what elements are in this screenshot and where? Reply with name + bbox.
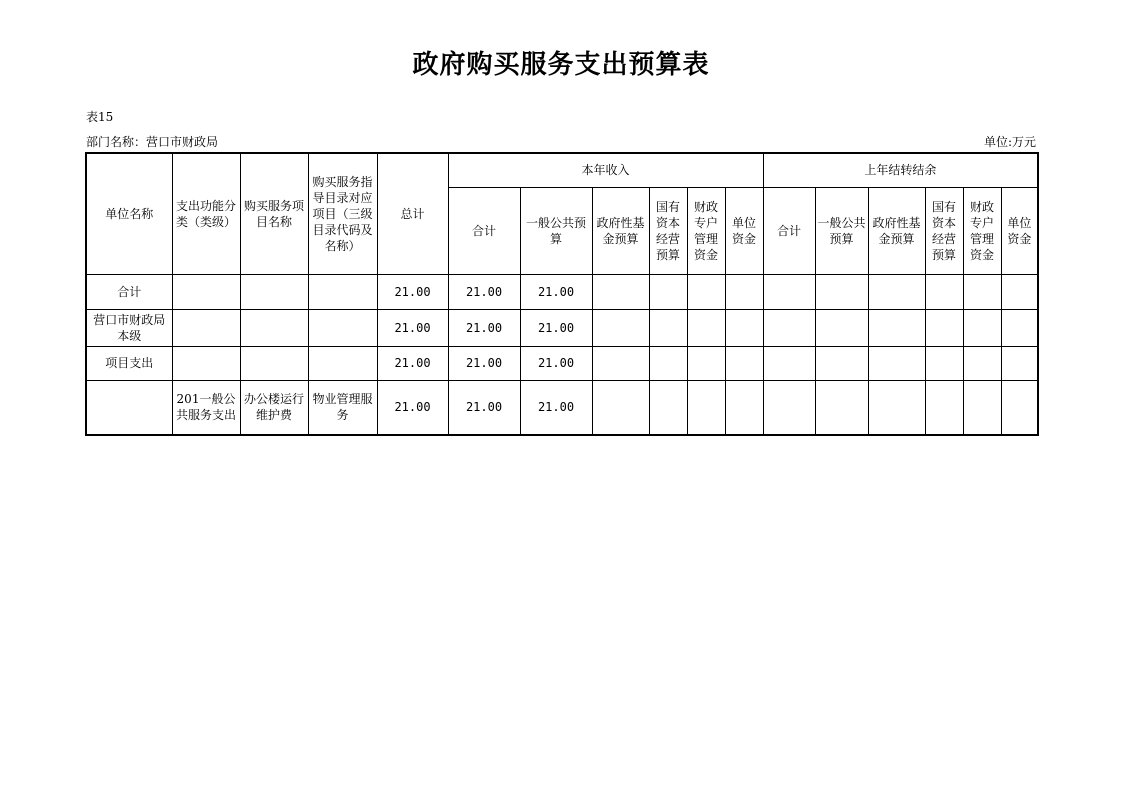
cell-empty xyxy=(963,380,1001,435)
cell-empty xyxy=(868,380,925,435)
cell-empty xyxy=(763,309,815,346)
cell-empty xyxy=(963,346,1001,380)
cell-empty xyxy=(592,274,649,309)
cell-cy-general-budget: 21.00 xyxy=(520,346,592,380)
cell-empty xyxy=(925,309,963,346)
cell-unit-name: 项目支出 xyxy=(86,346,172,380)
cell-catalog xyxy=(308,274,377,309)
cell-cy-general-budget: 21.00 xyxy=(520,309,592,346)
cell-empty xyxy=(925,380,963,435)
cell-project-name xyxy=(240,309,308,346)
cell-empty xyxy=(925,346,963,380)
cell-cy-subtotal: 21.00 xyxy=(448,309,520,346)
cell-empty xyxy=(815,309,868,346)
cell-catalog xyxy=(308,309,377,346)
cell-catalog xyxy=(308,346,377,380)
cell-function-class xyxy=(172,346,240,380)
cell-empty xyxy=(1001,380,1038,435)
cell-empty xyxy=(815,380,868,435)
header-co-fiscal-special: 财政专户管理资金 xyxy=(963,187,1001,274)
budget-table xyxy=(85,152,1039,436)
table-number: 表15 xyxy=(86,110,114,124)
header-function-class: 支出功能分类（类级） xyxy=(172,153,240,274)
header-cy-general-budget: 一般公共预算 xyxy=(520,187,592,274)
table-row xyxy=(86,380,1038,435)
header-current-year: 本年收入 xyxy=(448,153,763,187)
header-catalog: 购买服务指导目录对应项目（三级目录代码及名称） xyxy=(308,153,377,274)
cell-empty xyxy=(687,346,725,380)
header-cy-fiscal-special: 财政专户管理资金 xyxy=(687,187,725,274)
cell-catalog: 物业管理服务 xyxy=(308,380,377,435)
header-co-subtotal: 合计 xyxy=(763,187,815,274)
header-carryover: 上年结转结余 xyxy=(763,153,1038,187)
cell-empty xyxy=(687,274,725,309)
cell-empty xyxy=(868,309,925,346)
table-row xyxy=(86,346,1038,380)
cell-cy-subtotal: 21.00 xyxy=(448,380,520,435)
header-cy-gov-fund: 政府性基金预算 xyxy=(592,187,649,274)
cell-empty xyxy=(725,274,763,309)
cell-empty xyxy=(649,274,687,309)
header-co-general-budget: 一般公共预算 xyxy=(815,187,868,274)
cell-empty xyxy=(725,380,763,435)
header-co-unit-funds: 单位资金 xyxy=(1001,187,1038,274)
cell-total: 21.00 xyxy=(377,380,448,435)
cell-empty xyxy=(1001,309,1038,346)
currency-unit: 单位:万元 xyxy=(983,135,1036,149)
cell-function-class xyxy=(172,309,240,346)
cell-cy-general-budget: 21.00 xyxy=(520,274,592,309)
header-project-name: 购买服务项目名称 xyxy=(240,153,308,274)
header-cy-unit-funds: 单位资金 xyxy=(725,187,763,274)
header-total: 总计 xyxy=(377,153,448,274)
cell-empty xyxy=(925,274,963,309)
cell-empty xyxy=(592,380,649,435)
cell-function-class: 201一般公共服务支出 xyxy=(172,380,240,435)
cell-empty xyxy=(649,309,687,346)
cell-empty xyxy=(1001,346,1038,380)
cell-empty xyxy=(649,380,687,435)
header-unit-name: 单位名称 xyxy=(86,153,172,274)
header-cy-subtotal: 合计 xyxy=(448,187,520,274)
cell-empty xyxy=(963,274,1001,309)
cell-empty xyxy=(592,346,649,380)
cell-project-name: 办公楼运行维护费 xyxy=(240,380,308,435)
department-name: 部门名称：营口市财政局 xyxy=(86,135,219,149)
header-cy-state-capital: 国有资本经营预算 xyxy=(649,187,687,274)
table-row xyxy=(86,274,1038,309)
cell-empty xyxy=(725,309,763,346)
cell-function-class xyxy=(172,274,240,309)
cell-unit-name: 营口市财政局本级 xyxy=(86,309,172,346)
cell-total: 21.00 xyxy=(377,274,448,309)
cell-empty xyxy=(763,274,815,309)
cell-project-name xyxy=(240,274,308,309)
cell-empty xyxy=(963,309,1001,346)
cell-empty xyxy=(763,380,815,435)
cell-total: 21.00 xyxy=(377,309,448,346)
cell-unit-name xyxy=(86,380,172,435)
header-co-gov-fund: 政府性基金预算 xyxy=(868,187,925,274)
cell-project-name xyxy=(240,346,308,380)
cell-empty xyxy=(763,346,815,380)
cell-empty xyxy=(687,309,725,346)
cell-cy-general-budget: 21.00 xyxy=(520,380,592,435)
cell-unit-name: 合计 xyxy=(86,274,172,309)
cell-empty xyxy=(592,309,649,346)
cell-empty xyxy=(815,274,868,309)
cell-empty xyxy=(815,346,868,380)
page-title: 政府购买服务支出预算表 xyxy=(412,50,710,80)
cell-empty xyxy=(649,346,687,380)
header-co-state-capital: 国有资本经营预算 xyxy=(925,187,963,274)
cell-empty xyxy=(687,380,725,435)
cell-total: 21.00 xyxy=(377,346,448,380)
cell-empty xyxy=(868,346,925,380)
cell-cy-subtotal: 21.00 xyxy=(448,346,520,380)
table-row xyxy=(86,309,1038,346)
cell-empty xyxy=(1001,274,1038,309)
cell-empty xyxy=(868,274,925,309)
cell-empty xyxy=(725,346,763,380)
cell-cy-subtotal: 21.00 xyxy=(448,274,520,309)
